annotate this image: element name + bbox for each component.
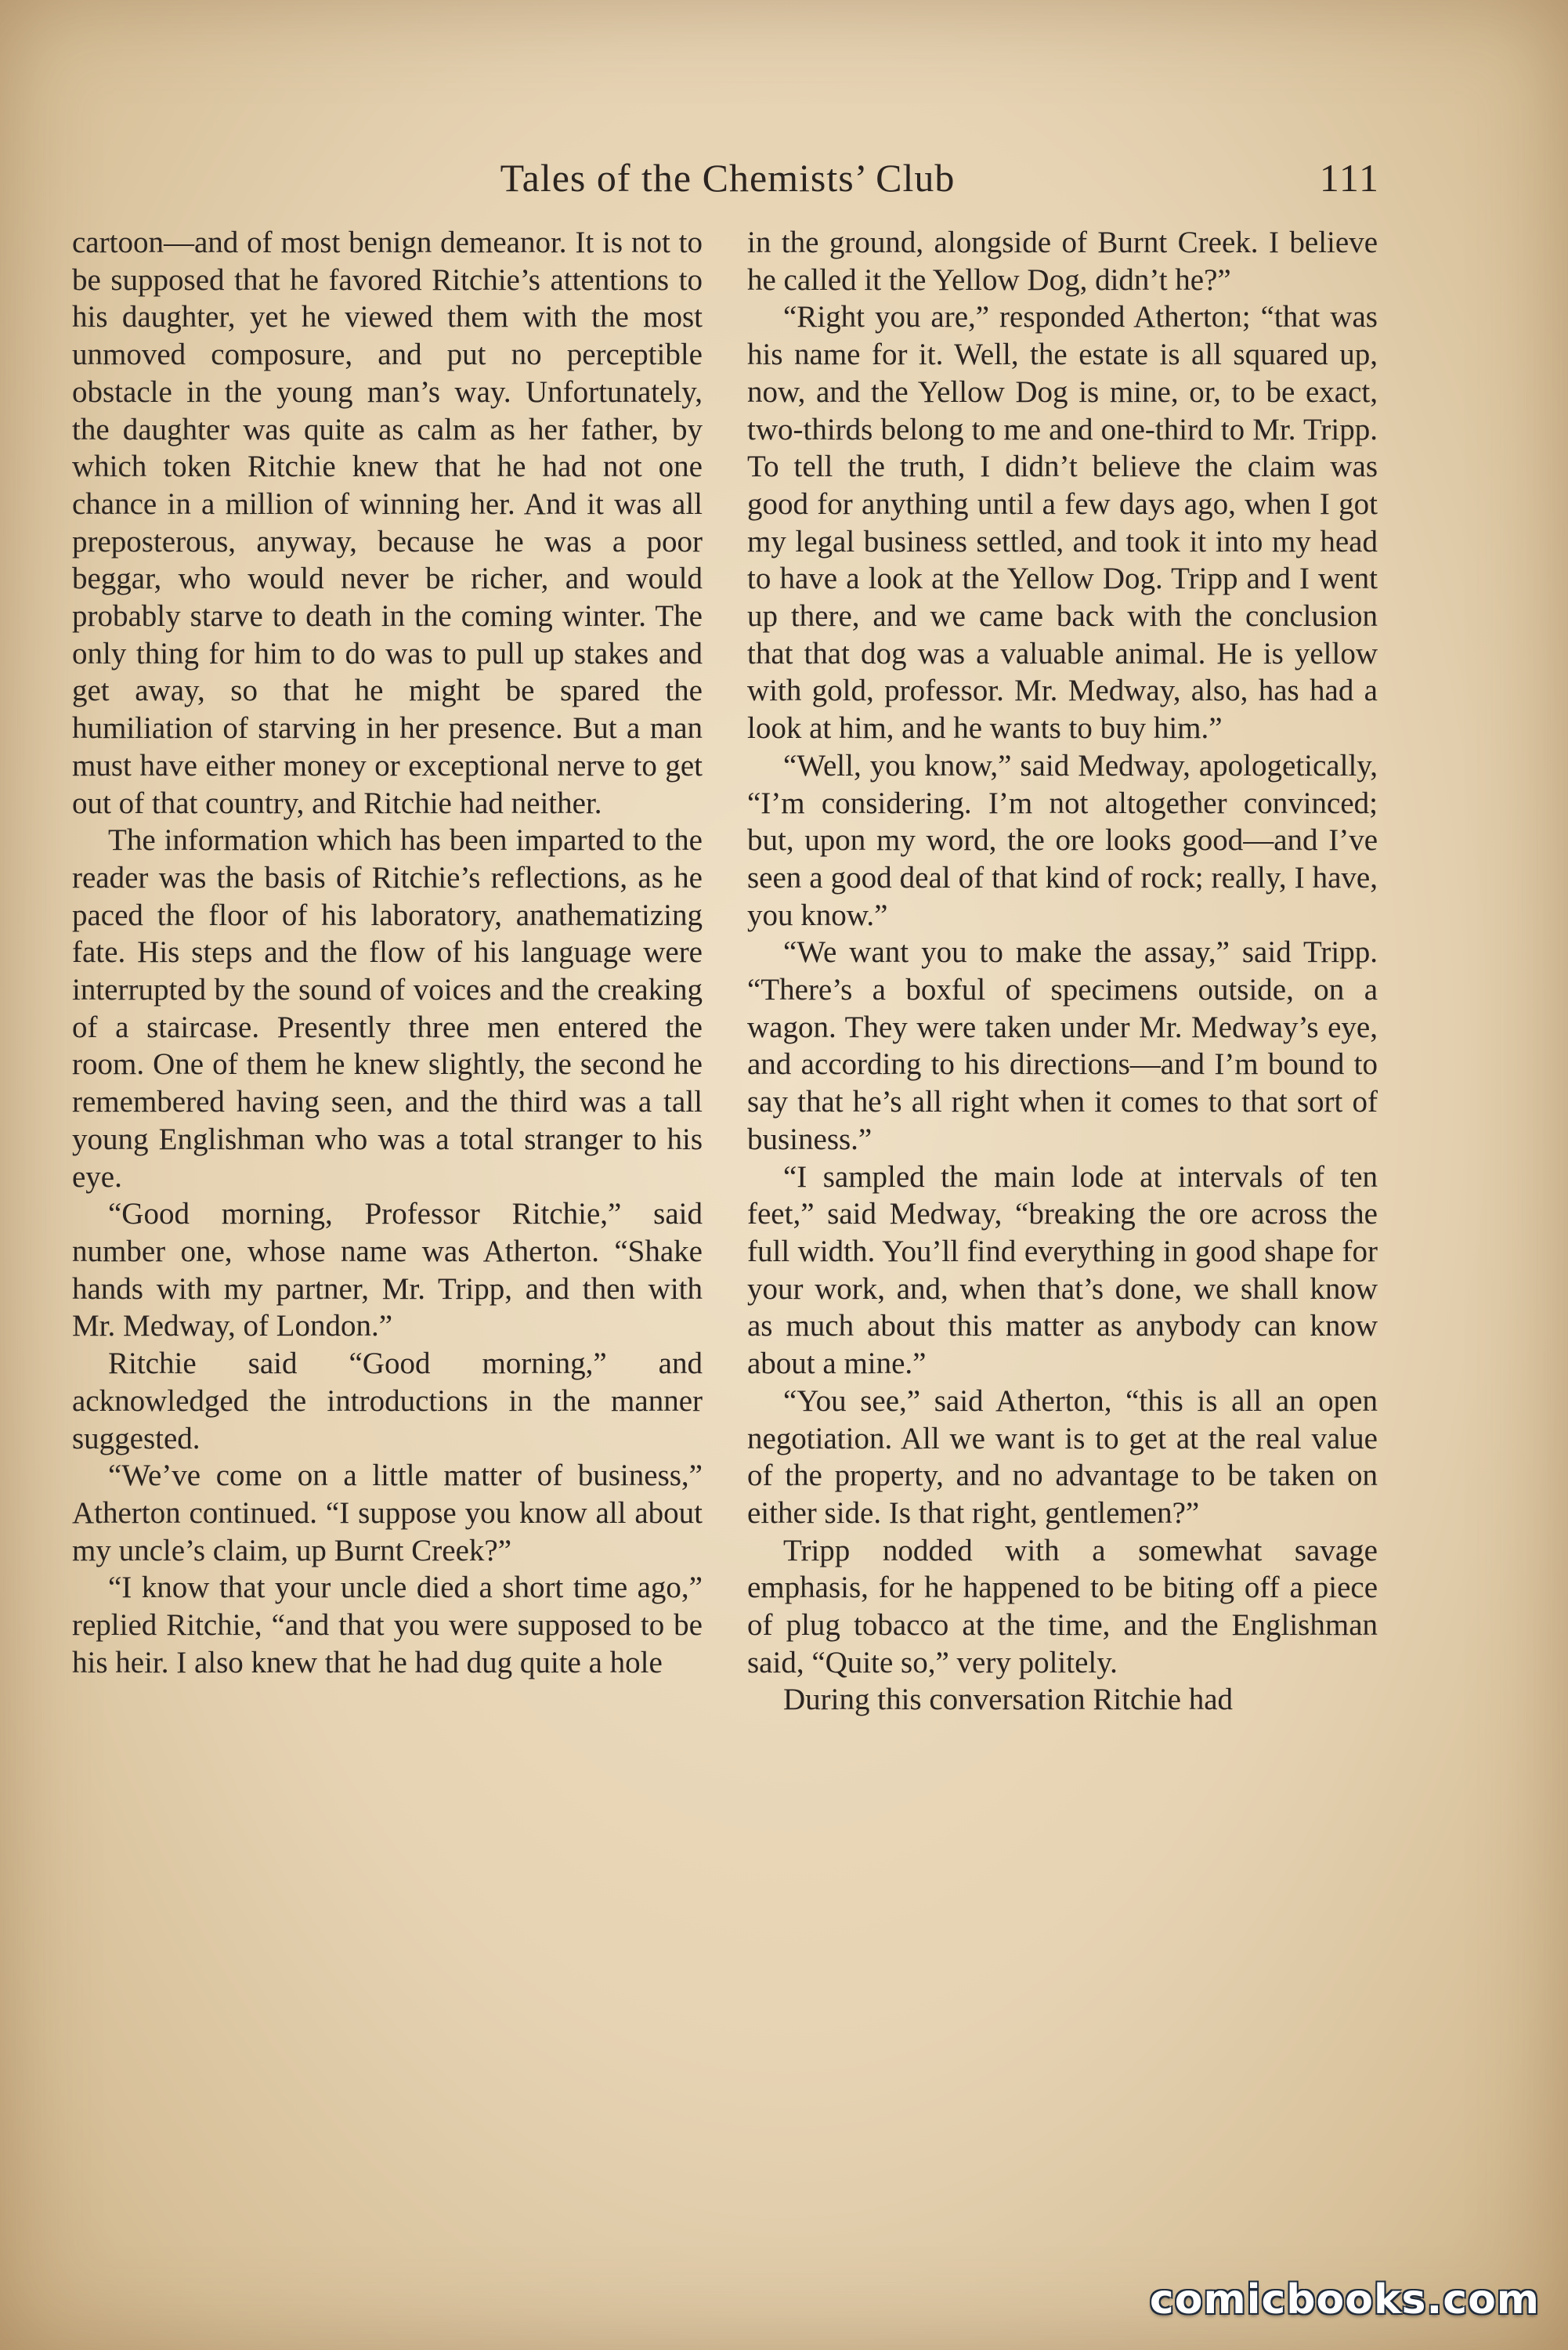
paragraph: “I sampled the main lode at intervals of ten feet,” said Medway, “breaking the ore across the full width. You’ll find everything in good shape for your work, and, when that’s done, we shall know as much about this matter as anybody can know about a mine.” bbox=[747, 1159, 1378, 1381]
left-column bbox=[72, 224, 703, 2104]
paragraph: “You see,” said Atherton, “this is all an open negotiation. All we want is to get at the real value of the property, and no advantage to be taken on either side. Is that right, gentlemen?” bbox=[747, 1383, 1378, 1530]
paragraph: Tripp nodded with a somewhat savage emphasis, for he happened to be biting off a piece of plug tobacco at the time, and the Englishman said, “Quite so,” very politely. bbox=[747, 1533, 1378, 1679]
paragraph: “Good morning, Professor Ritchie,” said number one, whose name was Atherton. “Shake hands with my partner, Mr. Tripp, and then with Mr. Medway, of London.” bbox=[72, 1197, 703, 1343]
paragraph: “I know that your uncle died a short time ago,” replied Ritchie, “and that you were supposed to be his heir. I also knew that he had dug quite a hole bbox=[72, 1571, 703, 1679]
running-title: Tales of the Chemists’ Club bbox=[500, 156, 956, 200]
paragraph: in the ground, alongside of Burnt Creek. I believe he called it the Yellow Dog, didn’t he?” bbox=[747, 226, 1378, 297]
paragraph: cartoon—and of most benign demeanor. It is not to be supposed that he favored Ritchie’s attentions to his daughter, yet he viewed them with the most unmoved composure, and put no perceptible obstacle in the young man’s way. Unfortunately, the daughter was quite as calm as her father, by which token Ritchie knew that he had not one chance in a million of winning her. And it was all preposterous, anyway, because he was a poor beggar, who would never be richer, and would probably starve to death in the coming winter. The only thing for him to do was to pull up stakes and get away, so that he might be spared the humiliation of starving in her presence. But a man must have either money or exceptional nerve to get out of that country, and Ritchie had neither. bbox=[72, 226, 703, 820]
paragraph: Ritchie said “Good morning,” and acknowledged the introductions in the manner suggested. bbox=[72, 1347, 703, 1455]
watermark: comicbooks.com bbox=[1149, 2276, 1540, 2323]
paragraph: “We want you to make the assay,” said Tripp. “There’s a boxful of specimens outside, on a wagon. They were taken under Mr. Medway’s eye, and according to his directions—and I’m bound to say that he’s all right when it comes to that sort of business.” bbox=[747, 935, 1378, 1156]
paragraph: “Right you are,” responded Atherton; “that was his name for it. Well, the estate is all squared up, now, and the Yellow Dog is mine, or, to be exact, two-thirds belong to me and one-third to Mr. Tripp. To tell the truth, I didn’t believe the claim was good for anything until a few days ago, when I got my legal business settled, and took it into my head to have a look at the Yellow Dog. Tripp and I went up there, and we came back with the conclusion that that dog was a valuable animal. He is yellow with gold, professor. Mr. Medway, also, has had a look at him, and he wants to buy him.” bbox=[747, 300, 1378, 746]
paragraph: During this conversation Ritchie had bbox=[783, 1683, 1234, 1717]
running-head bbox=[75, 150, 1380, 205]
page-number: 111 bbox=[1319, 156, 1380, 200]
paragraph: “Well, you know,” said Medway, apologetically, “I’m considering. I’m not altogether convinced; but, upon my word, the ore looks good—and I’ve seen a good deal of that kind of rock; really, I have, you know.” bbox=[747, 748, 1378, 932]
paragraph: The information which has been imparted to the reader was the basis of Ritchie’s reflections, as he paced the floor of his laboratory, anathematizing fate. His steps and the flow of his language were interrupted by the sound of voices and the creaking of a staircase. Presently three men entered the room. One of them he knew slightly, the second he remembered having seen, and the third was a tall young Englishman who was a total stranger to his eye. bbox=[72, 823, 703, 1194]
right-column bbox=[747, 224, 1378, 2104]
paragraph: “We’ve come on a little matter of business,” Atherton continued. “I suppose you know all about my uncle’s claim, up Burnt Creek?” bbox=[72, 1459, 703, 1567]
